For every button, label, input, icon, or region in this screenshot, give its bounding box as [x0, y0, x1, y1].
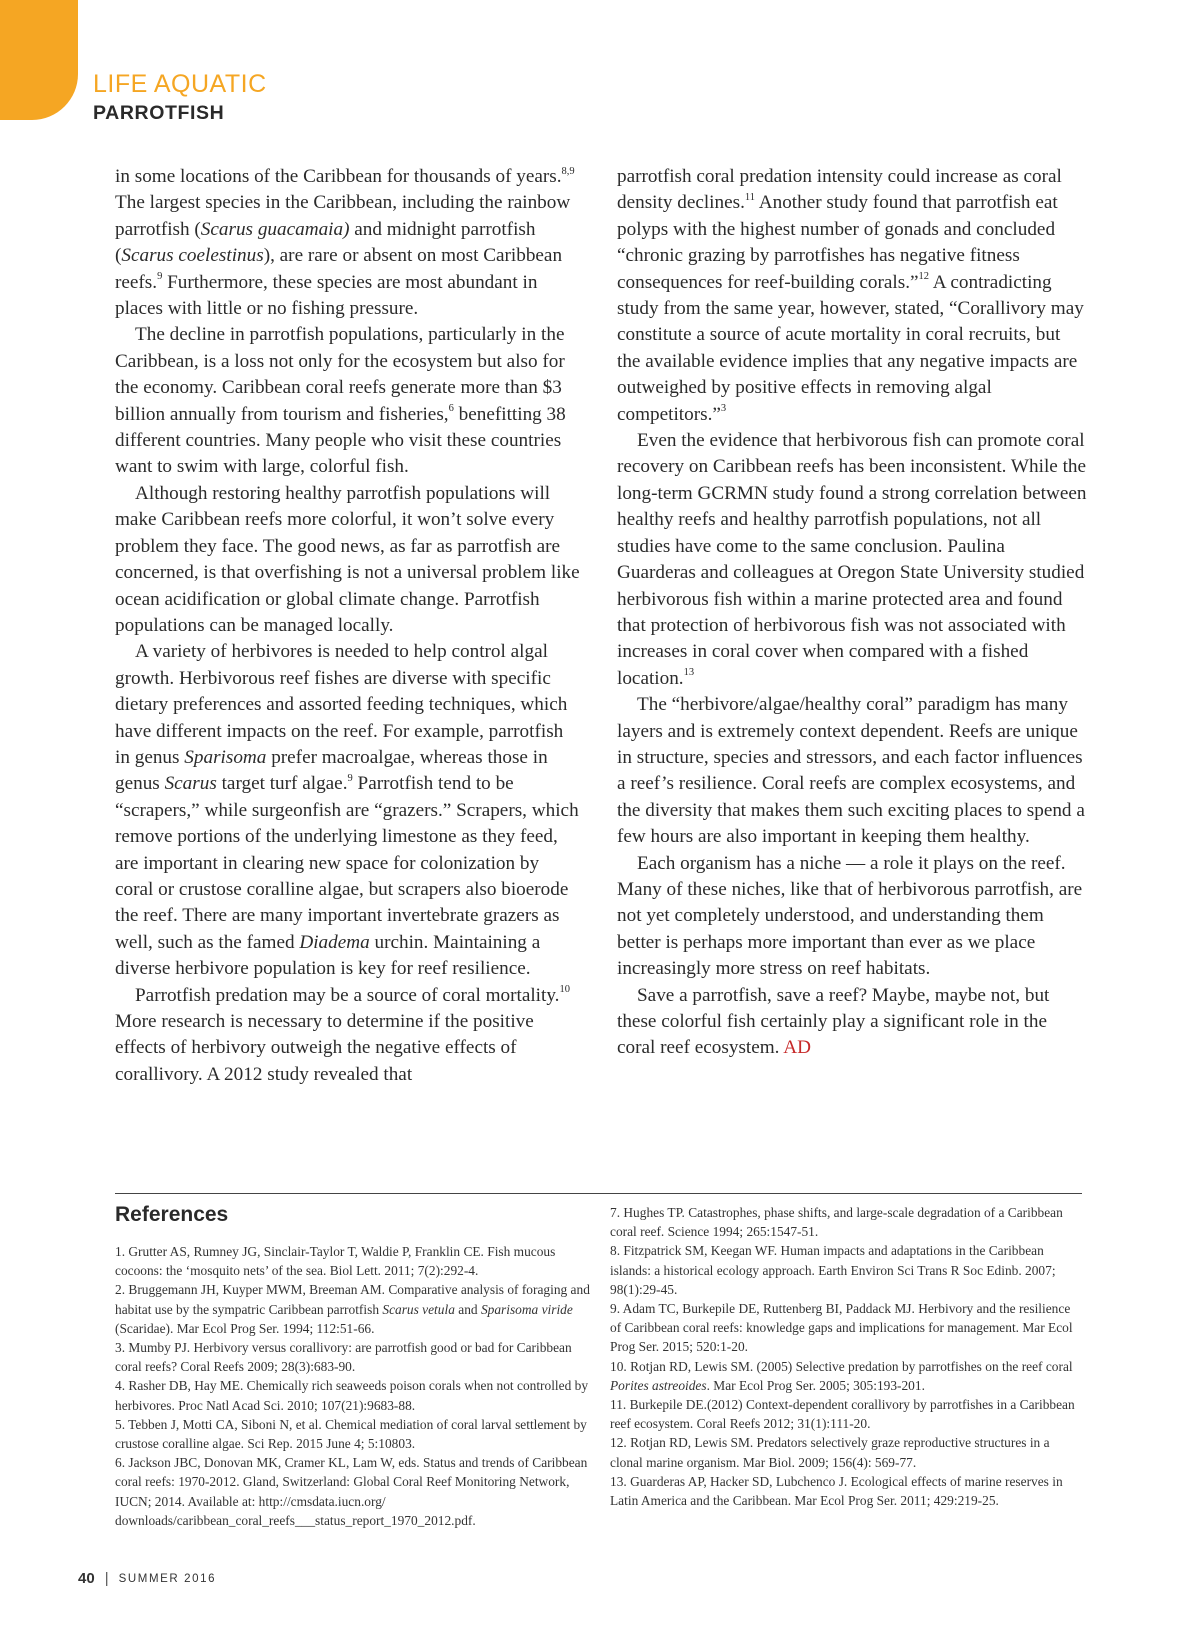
reference-item: 11. Burkepile DE.(2012) Context-dependent corallivory by parrotfishes in a Caribbean reef ecosystem. Coral Reefs 2012; 31(1):111-20. [610, 1397, 1075, 1432]
reference-item: 13. Guarderas AP, Hacker SD, Lubchenco J. Ecological effects of marine reserves in Latin America and the Caribbean. Mar Ecol Prog Ser. 2011; 429:219-25. [610, 1473, 1063, 1509]
reference-item: 9. Adam TC, Burkepile DE, Ruttenberg BI, Paddack MJ. Herbivory and the resilience of Caribbean coral reefs: knowledge gaps and implications for management. Mar Ecol Prog Ser. 2015; 520:1-20. [610, 1301, 1073, 1355]
paragraph: Save a parrotfish, save a reef? Maybe, maybe not, but these colorful fish certainly play a significant role in the coral reef ecosystem. AD [617, 984, 1050, 1059]
reference-item: 7. Hughes TP. Catastrophes, phase shifts, and large-scale degradation of a Caribbean coral reef. Science 1994; 265:1547-51. [610, 1205, 1063, 1240]
paragraph: The decline in parrotfish populations, particularly in the Caribbean, is a loss not only for the ecosystem but also for the economy. Caribbean coral reefs generate more than $3 billion annually from tourism and fisheries,$^6$ benefitting 38 different countries. Many people who visit these countries want to swim with large, colorful fish. [115, 324, 566, 478]
reference-item: 10. Rotjan RD, Lewis SM. (2005) Selective predation by parrotfishes on the reef coral Porites astreoides. Mar Ecol Prog Ser. 2005; 305:193-201. [610, 1358, 1073, 1393]
reference-item: 8. Fitzpatrick SM, Keegan WF. Human impacts and adaptations in the Caribbean islands: a historical ecology approach. Earth Environ Sci Trans R Soc Edinb. 2007; 98(1):29-45. [610, 1243, 1056, 1297]
paragraph: Even the evidence that herbivorous fish can promote coral recovery on Caribbean reefs has been inconsistent. While the long-term GCRMN study found a strong correlation between healthy reefs and healthy parrotfish populations, not all studies have come to the same conclusion. Paulina Guarderas and colleagues at Oregon State University studied herbivorous fish within a marine protected area and found that protection of herbivorous fish was not associated with increases in coral cover when compared with a fished location.$^{13}$ [617, 430, 1087, 689]
paragraph: A variety of herbivores is needed to help control algal growth. Herbivorous reef fishes are diverse with specific dietary preferences and assorted feeding techniques, which have different impacts on the reef. For example, parrotfish in genus Sparisoma prefer macroalgae, whereas those in genus Scarus target turf algae.$^9$ Parrotfish tend to be “scrapers,” while surgeonfish are “grazers.” Scrapers, which remove portions of the underlying limestone as they feed, are important in clearing new space for colonization by coral or crustose coralline algae, but scrapers also bioerode the reef. There are many important invertebrate grazers as well, such as the famed Diadema urchin. Maintaining a diverse herbivore population is key for reef resilience. [115, 641, 579, 980]
article-column-right [617, 164, 1087, 1062]
paragraph: in some locations of the Caribbean for thousands of years.$^{8,9}$ The largest species in the Caribbean, including the rainbow parrotfish (Scarus guacamaia) and midnight parrotfish (Scarus coelestinus), are rare or absent on most Caribbean reefs.$^9$ Furthermore, these species are most abundant in places with little or no fishing pressure. [115, 165, 575, 320]
section-tab-decoration [0, 0, 78, 120]
page-footer [78, 1570, 216, 1587]
paragraph: Each organism has a niche — a role it plays on the reef. Many of these niches, like that of herbivorous parrotfish, are not yet completely understood, and understanding them better is perhaps more important than ever as we place increasingly more stress on reef habitats. [617, 852, 1083, 980]
references-list-left [115, 1242, 590, 1530]
paragraph: Parrotfish predation may be a source of coral mortality.$^{10}$ More research is necessary to determine if the positive effects of herbivory outweigh the negative effects of corallivory. A 2012 study revealed that [115, 984, 570, 1085]
author-signature: AD [783, 1037, 811, 1059]
issue-label: SUMMER 2016 [118, 1572, 217, 1585]
references-list-right [610, 1203, 1082, 1510]
reference-item: 2. Bruggemann JH, Kuyper MWM, Breeman AM. Comparative analysis of foraging and habitat use by the sympatric Caribbean parrotfish Scarus vetula and Sparisoma viride (Scaridae). Mar Ecol Prog Ser. 1994; 112:51-66. [115, 1282, 590, 1336]
page-number: 40 [78, 1570, 95, 1587]
reference-item: 6. Jackson JBC, Donovan MK, Cramer KL, Lam W, eds. Status and trends of Caribbean coral reefs: 1970-2012. Gland, Switzerland: Global Coral Reef Monitoring Network, IUCN; 2014. Available at: http://cmsdata.iucn.org/ downloads/caribbean_coral_reefs___status_report_1970_2012.pdf. [115, 1455, 588, 1528]
paragraph: parrotfish coral predation intensity could increase as coral density declines.$^{11}$ Another study found that parrotfish eat polyps with the highest number of gonads and concluded “chronic grazing by parrotfishes has negative fitness consequences for reef-building corals.”$^{12}$ A contradicting study from the same year, however, stated, “Corallivory may constitute a source of acute mortality in coral recruits, but the available evidence implies that any negative impacts are outweighed by positive effects in removing algal competitors.”$^3$ [617, 166, 1084, 425]
section-label: LIFE AQUATIC [93, 70, 267, 98]
footer-separator: | [104, 1570, 109, 1587]
section-subtitle: PARROTFISH [93, 102, 225, 124]
paragraph: Although restoring healthy parrotfish populations will make Caribbean reefs more colorful, it won’t solve every problem they face. The good news, as far as parrotfish are concerned, is that overfishing is not a universal problem like ocean acidification or global climate change. Parrotfish populations can be managed locally. [115, 482, 580, 636]
reference-item: 3. Mumby PJ. Herbivory versus corallivory: are parrotfish good or bad for Caribbean coral reefs? Coral Reefs 2009; 28(3):683-90. [115, 1340, 572, 1375]
reference-item: 5. Tebben J, Motti CA, Siboni N, et al. Chemical mediation of coral larval settlement by crustose coralline algae. Sci Rep. 2015 June 4; 5:10803. [115, 1416, 587, 1452]
reference-item: 4. Rasher DB, Hay ME. Chemically rich seaweeds poison corals when not controlled by herbivores. Proc Natl Acad Sci. 2010; 107(21):9683-88. [115, 1378, 589, 1413]
references-divider [115, 1193, 1082, 1194]
article-column-left [115, 164, 581, 1088]
paragraph: The “herbivore/algae/healthy coral” paradigm has many layers and is extremely context dependent. Reefs are unique in structure, species and stressors, and each factor influences a reef’s resilience. Coral reefs are complex ecosystems, and the diversity that makes them such exciting places to spend a few hours are also important in keeping them healthy. [617, 694, 1085, 848]
reference-item: 12. Rotjan RD, Lewis SM. Predators selectively graze reproductive structures in a clonal marine organism. Mar Biol. 2009; 156(4): 569-77. [610, 1435, 1050, 1470]
reference-item: 1. Grutter AS, Rumney JG, Sinclair-Taylor T, Waldie P, Franklin CE. Fish mucous cocoons: the ‘mosquito nets’ of the sea. Biol Lett. 2011; 7(2):292-4. [115, 1244, 556, 1279]
references-heading: References [115, 1203, 229, 1226]
